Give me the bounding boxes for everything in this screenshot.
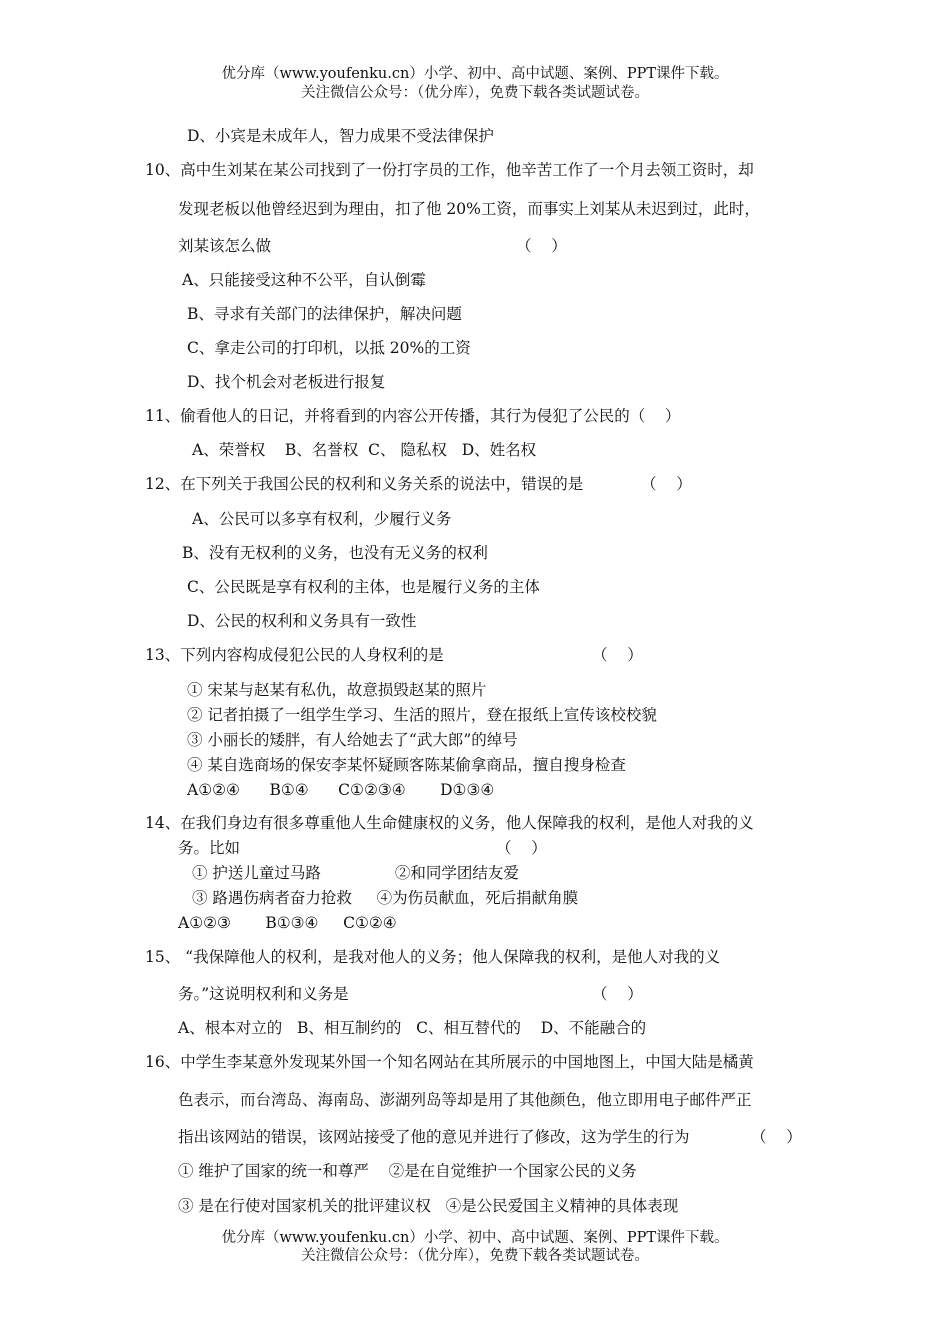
q16-items-line-1: ① 维护了国家的统一和尊严 ②是在自觉维护一个国家公民的义务 [178,1162,637,1180]
q16-stem-line-1: 16、中学生李某意外发现某外国一个知名网站在其所展示的中国地图上，中国大陆是橘黄 [145,1053,754,1071]
q15-stem-line-1: 15、 “我保障他人的权利，是我对他人的义务；他人保障我的权利，是他人对我的义 [145,948,721,966]
q10-option-b: B、寻求有关部门的法律保护，解决问题 [187,305,462,323]
q13-answer-paren: （ ） [592,646,643,664]
header-line-2: 关注微信公众号：（优分库），免费下载各类试题试卷。 [301,85,649,101]
q12-option-b: B、没有无权利的义务，也没有无义务的权利 [182,544,488,562]
q12-answer-paren: （ ） [641,475,692,493]
q10-stem-line-2: 发现老板以他曾经迟到为理由，扣了他 20%工资，而事实上刘某从未迟到过，此时， [178,200,760,218]
q10-option-a: A、只能接受这种不公平，自认倒霉 [182,271,426,289]
footer-line-1: 优分库（www.youfenku.cn）小学、初中、高中试题、案例、PPT课件下载。 [221,1230,729,1246]
q12-option-d: D、公民的权利和义务具有一致性 [187,612,417,630]
q10-option-d: D、找个机会对老板进行报复 [187,373,386,391]
q16-answer-paren: （ ） [751,1128,802,1146]
q15-options: A、根本对立的 B、相互制约的 C、相互替代的 D、不能融合的 [178,1019,647,1037]
q13-item-4: ④ 某自选商场的保安李某怀疑顾客陈某偷拿商品，擅自搜身检查 [187,756,626,774]
q13-item-2: ② 记者拍摄了一组学生学习、生活的照片，登在报纸上宣传该校校貌 [187,706,657,724]
q10-answer-paren: （ ） [516,237,567,255]
q12-option-a: A、公民可以多享有权利，少履行义务 [192,510,452,528]
q13-item-3: ③ 小丽长的矮胖，有人给她去了“武大郎”的绰号 [187,731,518,749]
q13-stem: 13、下列内容构成侵犯公民的人身权利的是 [145,646,444,664]
q15-stem-line-2: 务。”这说明权利和义务是 [178,985,349,1003]
q12-option-c: C、公民既是享有权利的主体，也是履行义务的主体 [187,578,540,596]
q16-items-line-2: ③ 是在行使对国家机关的批评建议权 ④是公民爱国主义精神的具体表现 [178,1197,679,1215]
q14-stem-line-1: 14、在我们身边有很多尊重他人生命健康权的义务，他人保障我的权利，是他人对我的义 [145,814,754,832]
header-line-1: 优分库（www.youfenku.cn）小学、初中、高中试题、案例、PPT课件下载。 [221,66,729,82]
q14-answer-paren: （ ） [496,839,547,857]
q12-stem: 12、在下列关于我国公民的权利和义务关系的说法中，错误的是 [145,475,584,493]
q16-stem-line-2: 色表示，而台湾岛、海南岛、澎湖列岛等却是用了其他颜色，他立即用电子邮件严正 [178,1091,752,1109]
q10-stem-line-3: 刘某该怎么做 [178,237,272,255]
q9-option-d: D、小宾是未成年人，智力成果不受法律保护 [187,127,494,145]
q16-stem-line-3: 指出该网站的错误，该网站接受了他的意见并进行了修改，这为学生的行为 [178,1128,690,1146]
q13-item-1: ① 宋某与赵某有私仇，故意损毁赵某的照片 [187,681,487,699]
q14-options: A①②③ B①③④ C①②④ [178,914,397,932]
q14-items-line-2: ③ 路遇伤病者奋力抢救 ④为伤员献血，死后捐献角膜 [192,889,579,907]
q13-options: A①②④ B①④ C①②③④ D①③④ [187,781,495,799]
footer-line-2: 关注微信公众号：（优分库），免费下载各类试题试卷。 [301,1248,649,1264]
q11-stem: 11、偷看他人的日记，并将看到的内容公开传播，其行为侵犯了公民的（ ） [145,407,681,425]
q14-items-line-1: ① 护送儿童过马路 ②和同学团结友爱 [192,864,519,882]
q10-option-c: C、拿走公司的打印机，以抵 20%的工资 [187,339,471,357]
q11-options: A、荣誉权 B、名誉权 C、 隐私权 D、姓名权 [192,441,537,459]
q10-stem-line-1: 10、高中生刘某在某公司找到了一份打字员的工作，他辛苦工作了一个月去领工资时，却 [145,161,754,179]
q15-answer-paren: （ ） [592,985,643,1003]
q14-stem-line-2: 务。比如 [178,839,241,857]
